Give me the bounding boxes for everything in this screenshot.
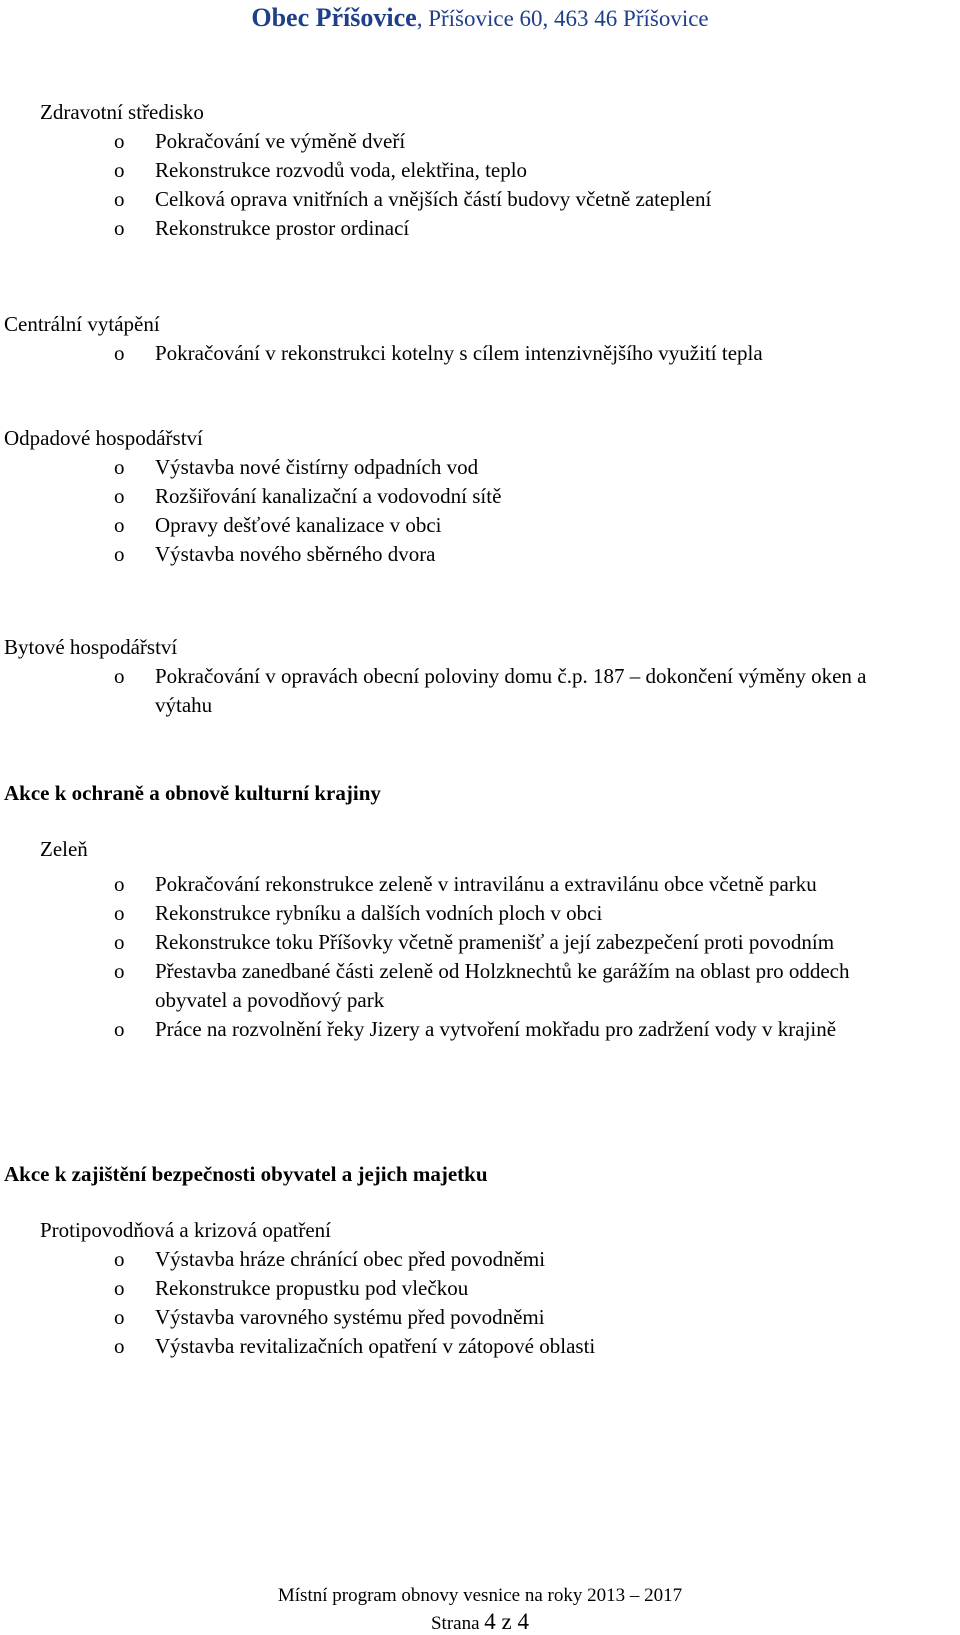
section-title: Odpadové hospodářství xyxy=(4,426,203,450)
footer-page-number xyxy=(0,1609,960,1635)
bullet: o xyxy=(114,901,125,925)
bullet: o xyxy=(114,930,125,954)
section-title: Centrální vytápění xyxy=(4,312,160,336)
heading-safety: Akce k zajištění bezpečnosti obyvatel a jejich majetku xyxy=(4,1162,488,1186)
list-item: o Pokračování v opravách obecní poloviny domu č.p. 187 – dokončení výměny oken a výtahu xyxy=(114,664,867,717)
section-title: Zdravotní středisko xyxy=(40,100,204,124)
municipality-name: Obec Příšovice xyxy=(251,3,417,32)
bullet: o xyxy=(114,216,125,240)
list-item: o Celková oprava vnitřních a vnějších částí budovy včetně zateplení xyxy=(0,185,960,214)
section-health-center xyxy=(0,98,960,243)
footer-program: Místní program obnovy vesnice na roky 2013 – 2017 xyxy=(277,1585,683,1606)
bullet: o xyxy=(114,484,125,508)
list-item: o Práce na rozvolnění řeky Jizery a vytvoření mokřadu pro zadržení vody v krajině xyxy=(0,1015,960,1044)
list-item: o Pokračování v rekonstrukci kotelny s cílem intenzivnějšího využití tepla xyxy=(0,339,960,368)
section-title: Protipovodňová a krizová opatření xyxy=(40,1218,332,1242)
municipality-address: , Příšovice 60, 463 46 Příšovice xyxy=(416,6,709,31)
list-item: o Přestavba zanedbané části zeleně od Holzknechtů ke garážím na oblast pro oddech obyvatel a povodňový park xyxy=(114,959,850,1012)
bullet: o xyxy=(114,664,125,688)
bullet: o xyxy=(114,158,125,182)
bullet: o xyxy=(114,959,125,983)
list-item: o Rekonstrukce rozvodů voda, elektřina, teplo xyxy=(0,156,960,185)
section-title: Bytové hospodářství xyxy=(4,635,178,659)
list-item: o Výstavba nového sběrného dvora xyxy=(0,540,960,569)
bullet: o xyxy=(114,1334,125,1358)
bullet: o xyxy=(114,1017,125,1041)
bullet: o xyxy=(114,1276,125,1300)
list-item: o Rekonstrukce rybníku a dalších vodních ploch v obci xyxy=(0,899,960,928)
bullet: o xyxy=(114,129,125,153)
page-count: 4 z 4 xyxy=(484,1609,529,1634)
list-item: o Výstavba hráze chránící obec před povodněmi xyxy=(0,1245,960,1274)
list-item: o Rozšiřování kanalizační a vodovodní sítě xyxy=(0,482,960,511)
bullet: o xyxy=(114,1305,125,1329)
item-list xyxy=(0,453,960,569)
item-list xyxy=(0,662,960,720)
bullet: o xyxy=(114,455,125,479)
list-item: o Rekonstrukce toku Příšovky včetně pramenišť a její zabezpečení proti povodním xyxy=(0,928,960,957)
section-greenery xyxy=(0,835,960,1044)
list-item: o Rekonstrukce propustku pod vlečkou xyxy=(0,1274,960,1303)
page-label: Strana xyxy=(430,1613,485,1634)
section-flood-protection xyxy=(0,1216,960,1361)
bullet: o xyxy=(114,872,125,896)
list-item: o Rekonstrukce prostor ordinací xyxy=(0,214,960,243)
bullet: o xyxy=(114,513,125,537)
item-list xyxy=(0,339,960,368)
item-list xyxy=(0,870,960,1044)
section-central-heating xyxy=(0,310,960,368)
bullet: o xyxy=(114,341,125,365)
heading-landscape: Akce k ochraně a obnově kulturní krajiny xyxy=(4,781,381,805)
item-list xyxy=(0,1245,960,1361)
section-housing xyxy=(0,633,960,720)
list-item: o Pokračování rekonstrukce zeleně v intravilánu a extravilánu obce včetně parku xyxy=(0,870,960,899)
bullet: o xyxy=(114,1247,125,1271)
list-item: o Výstavba revitalizačních opatření v zátopové oblasti xyxy=(0,1332,960,1361)
page-header xyxy=(0,4,960,33)
list-item: o Opravy dešťové kanalizace v obci xyxy=(0,511,960,540)
section-waste-management xyxy=(0,424,960,569)
bullet: o xyxy=(114,542,125,566)
list-item: o Výstavba varovného systému před povodněmi xyxy=(0,1303,960,1332)
bullet: o xyxy=(114,187,125,211)
list-item: o Pokračování ve výměně dveří xyxy=(0,127,960,156)
section-title: Zeleň xyxy=(40,837,88,861)
list-item: o Výstavba nové čistírny odpadních vod xyxy=(0,453,960,482)
item-list xyxy=(0,127,960,243)
